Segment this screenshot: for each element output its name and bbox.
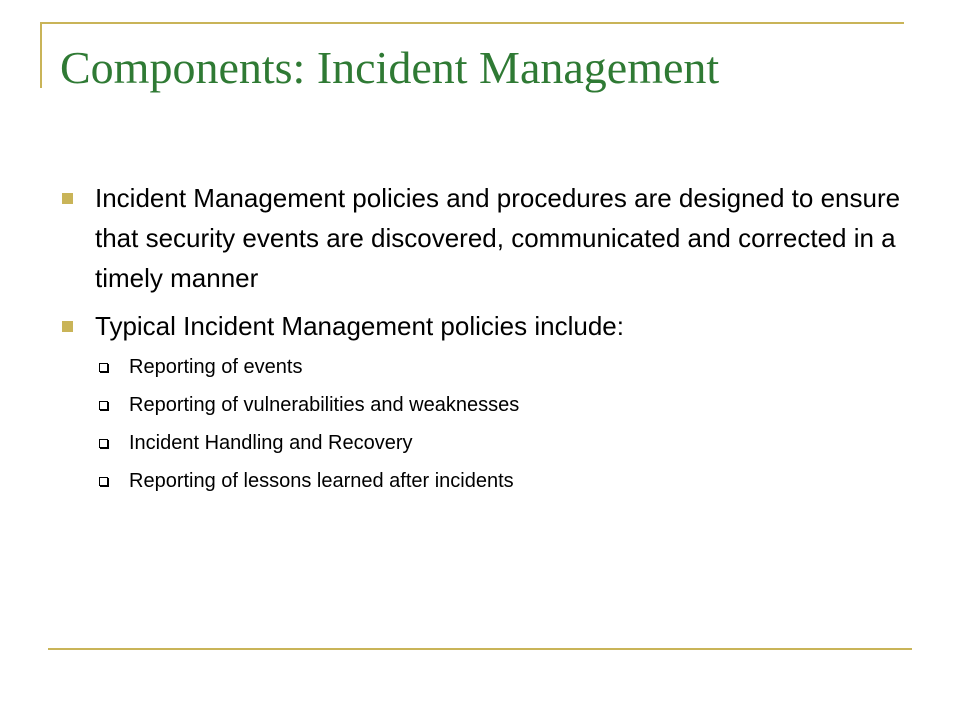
bullet-text: Incident Management policies and procedures are designed to ensure that security events are discovered, communicated and corrected in a timely manner xyxy=(95,183,901,293)
sub-bullet-text: Reporting of lessons learned after incidents xyxy=(129,470,514,492)
sub-bullet-item xyxy=(60,430,910,456)
square-bullet-icon xyxy=(62,321,73,332)
sub-bullet-item xyxy=(60,392,910,418)
checkbox-bullet-icon xyxy=(99,477,108,486)
bullet-text: Typical Incident Management policies include: xyxy=(95,311,624,341)
slide-title: Components: Incident Management xyxy=(60,42,720,93)
sub-bullet-text: Reporting of events xyxy=(129,356,303,378)
checkbox-bullet-icon xyxy=(99,401,108,410)
checkbox-bullet-icon xyxy=(99,439,108,448)
frame-left-line xyxy=(40,22,42,88)
frame-bottom-line xyxy=(48,648,912,650)
sub-bullet-item xyxy=(60,354,910,380)
bullet-item xyxy=(60,306,910,346)
sub-bullet-list xyxy=(60,354,910,494)
sub-bullet-item xyxy=(60,468,910,494)
sub-bullet-text: Incident Handling and Recovery xyxy=(129,432,413,454)
square-bullet-icon xyxy=(62,193,73,204)
frame-top-line xyxy=(40,22,904,24)
sub-bullet-text: Reporting of vulnerabilities and weaknesses xyxy=(129,394,520,416)
checkbox-bullet-icon xyxy=(99,363,108,372)
slide-body xyxy=(60,178,910,506)
bullet-item xyxy=(60,178,910,298)
